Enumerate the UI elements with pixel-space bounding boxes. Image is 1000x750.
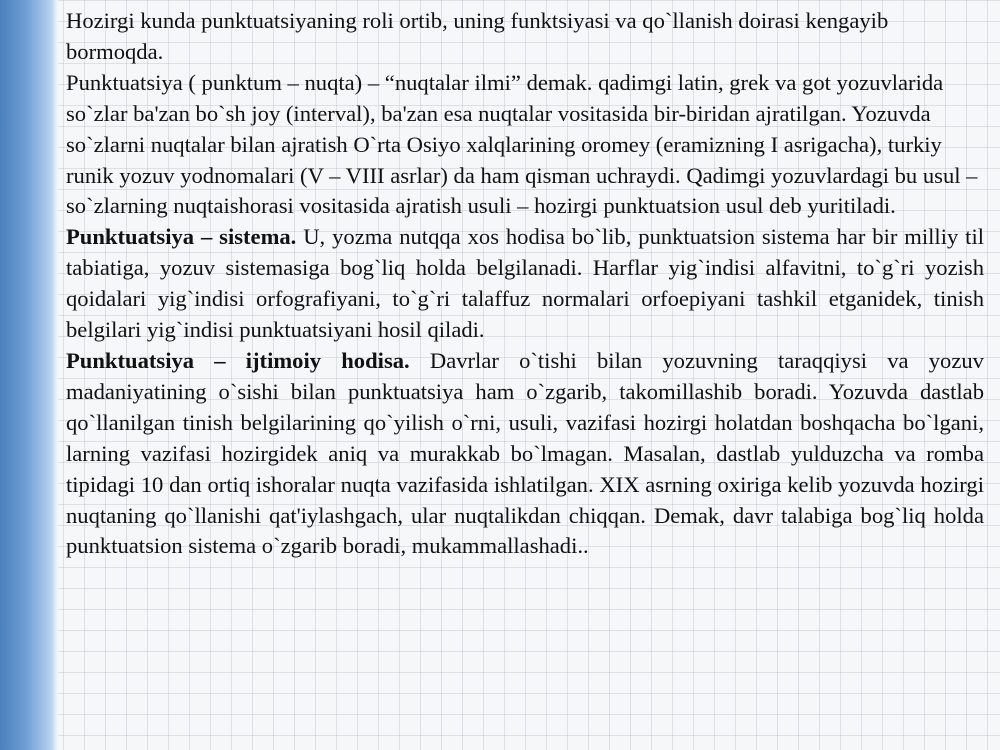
decorative-side-band: [0, 0, 58, 750]
paragraph-sistema: [66, 222, 984, 346]
heading-ijtimoiy-hodisa: Punktuatsiya – ijtimoiy hodisa.: [66, 347, 410, 373]
slide-text-body: [66, 6, 984, 562]
heading-sistema: Punktuatsiya – sistema.: [66, 224, 297, 250]
paragraph-sistema-text: U, yozma nutqqa xos hodisa bo`lib, punktuatsion sistema har bir milliy til tabiatiga, yozuv sistemasiga bog`liq holda belgilanadi. Harflar yig`indisi alfavitni, to`g`ri yozish qoidalari yig`indisi orfografiyani, to`g`ri talaffuz normalari orfoepiyani tashkil etganidek, tinish belgilari yig`indisi punktuatsiyani hosil qiladi.: [66, 224, 984, 343]
paragraph-etymology: Punktuatsiya ( punktum – nuqta) – “nuqtalar ilmi” demak. qadimgi latin, grek va got yozuvlarida so`zlar ba'zan bo`sh joy (interval), ba'zan esa nuqtalar vositasida bir-biridan ajratilgan. Yozuvda so`zlarni nuqtalar bilan ajratish O`rta Osiyo xalqlarining oromey (eramizning I asrigacha), turkiy runik yozuv yodnomalari (V – VIII asrlar) da ham qisman uchraydi. Qadimgi yozuvlardagi bu usul – so`zlarning nuqtaishorasi vositasida ajratish usuli – hozirgi punktuatsion usul deb yuritiladi.: [66, 69, 978, 219]
paragraph-ijtimoiy-text: Davrlar o`tishi bilan yozuvning taraqqiysi va yozuv madaniyatining o`sishi bilan punktuatsiya ham o`zgarib, takomillashib boradi. Yozuvda dastlab qo`llanilgan tinish belgilarining qo`yilish o`rni, usuli, vazifasi hozirgi holatdan boshqacha bo`lgani, larning vazifasi hozirgidek aniq va murakkab bo`lmagan. Masalan, dastlab yulduzcha va romba tipidagi 10 dan ortiq ishoralar nuqta vazifasida ishlatilgan. XIX asrning oxiriga kelib yozuvda hozirgi nuqtaning qo`llanishi qat'iylashgach, ular nuqtalikdan chiqqan. Demak, davr talabiga bog`liq holda punktuatsion sistema o`zgarib boradi, mukammallashadi..: [66, 347, 984, 559]
paragraph-ijtimoiy: [66, 346, 984, 562]
paragraph-intro: Hozirgi kunda punktuatsiyaning roli ortib, uning funktsiyasi va qo`llanish doirasi kengayib bormoqda.: [66, 8, 889, 64]
